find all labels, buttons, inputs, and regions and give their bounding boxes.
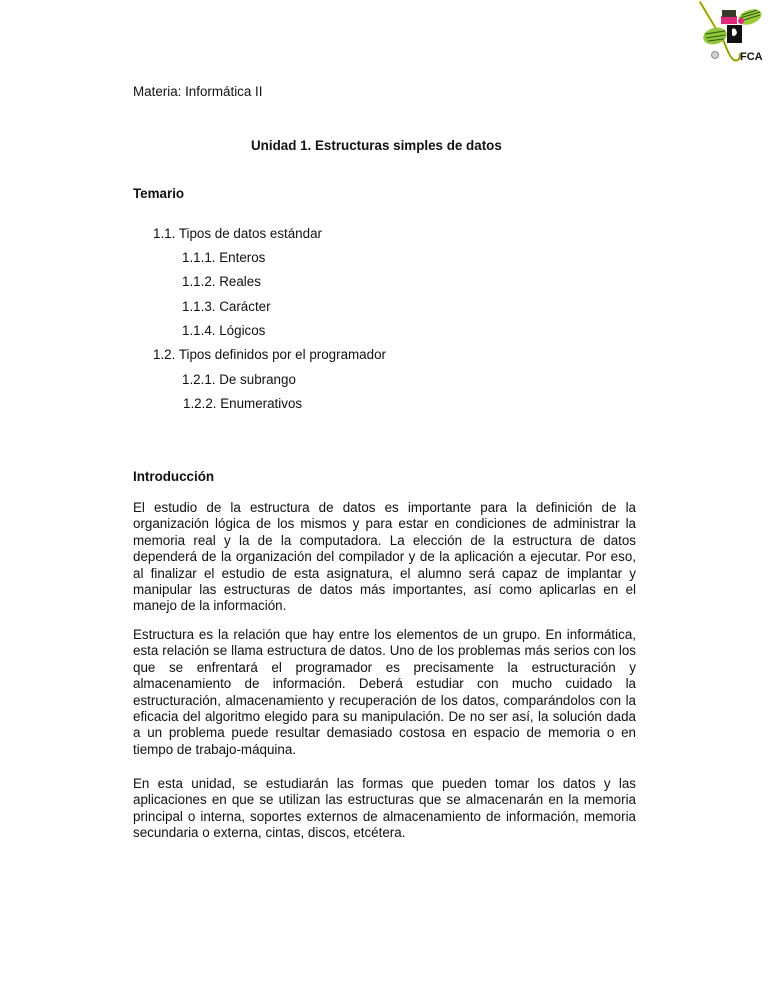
toc-item: 1.1.4. Lógicos — [182, 323, 266, 338]
intro-heading: Introducción — [133, 469, 215, 484]
intro-paragraph — [133, 627, 636, 758]
toc-item: 1.2. Tipos definidos por el programador — [153, 347, 386, 362]
svg-text:FCA: FCA — [740, 51, 763, 63]
toc-item: 1.2.2. Enumerativos — [183, 396, 303, 411]
toc-item: 1.1.1. Enteros — [182, 250, 266, 265]
subject-label: Materia: Informática II — [133, 84, 263, 99]
toc-item: 1.1.3. Carácter — [182, 299, 271, 314]
paragraph-text: Estructura es la relación que hay entre los elementos de un grupo. En informática, esta relación se llama estructura de datos. Uno de los problemas más serios con los que se enfrentará el programador es precisamente la estructuración y almacenamiento de información. Deberá estudiar con mucho cuidado la estructuración, almacenamiento y recuperación de los datos, comparándolos con la eficacia del algoritmo elegido para su manipulación. De no ser así, la solución dada a un problema puede resultar demasiado costosa en espacio de memoria o en tiempo de trabajo-máquina. — [133, 627, 636, 757]
intro-paragraph — [133, 776, 636, 842]
fca-logo-icon — [694, 0, 764, 68]
toc-item: 1.2.1. De subrango — [182, 372, 296, 387]
paragraph-text: El estudio de la estructura de datos es importante para la definición de la organización lógica de los mismos y para estar en condiciones de administrar la memoria real y la de la computadora. La elección de la estructura de datos dependerá de la organización del compilador y de la aplicación a ejecutar. Por eso, al finalizar el estudio de esta asignatura, el alumno será capaz de implantar y manipular las estructuras de datos más importantes, así como aplicarlas en el manejo de la información. — [133, 500, 636, 614]
fca-logo — [694, 0, 764, 68]
temario-heading: Temario — [133, 186, 185, 201]
toc-item: 1.1.2. Reales — [182, 274, 261, 289]
unit-title: Unidad 1. Estructuras simples de datos — [251, 138, 502, 153]
paragraph-text: En esta unidad, se estudiarán las formas que pueden tomar los datos y las aplicaciones en que se utilizan las estructuras que se almacenarán en la memoria principal o interna, soportes externos de almacenamiento de información, memoria secundaria o externa, cintas, discos, etcétera. — [133, 776, 636, 841]
toc-item: 1.1. Tipos de datos estándar — [153, 226, 322, 241]
intro-paragraph — [133, 500, 636, 615]
